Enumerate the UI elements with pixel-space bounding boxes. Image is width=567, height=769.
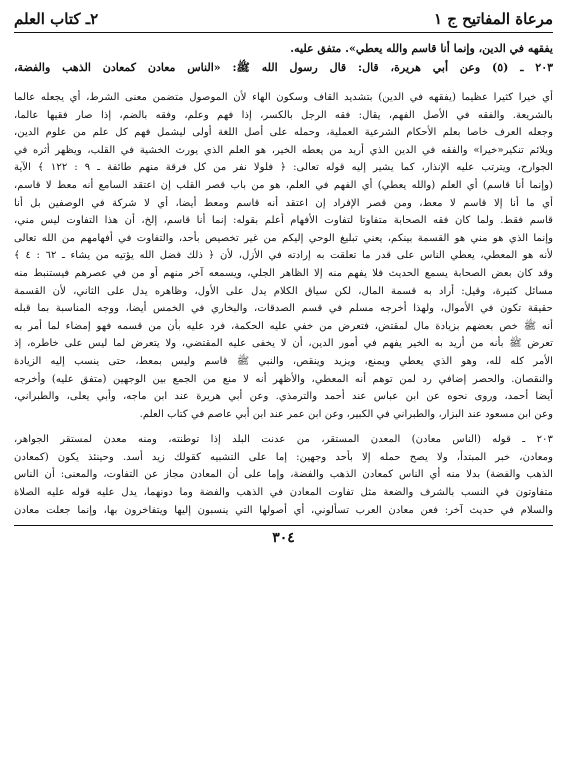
hadith-text: [14, 39, 553, 77]
spacer: [14, 423, 553, 431]
chapter-title: ٢ـ كتاب العلم: [14, 10, 99, 28]
commentary-line: أيضا أحمد، وروى نحوه عن ابن عباس عند أحمد والترمذي. وعن أبي هريرة عند ابن ماجه، وأبي يعلى، والطبراني،: [14, 391, 553, 403]
commentary-line: ٢٠٣ ـ قوله (الناس معادن) المعدن المستقر، من عدنت البلد إذا توطنته، ومنه معدن لمستقر الجواهر،: [14, 434, 553, 446]
commentary-line: والنقصان. والحصر إضافي رد لمن توهم أنه المعطي، والأظهر أنه لا منع من الجمع بين الوجهين (متفق عليه) وأخرجه: [14, 373, 553, 385]
spacer: [14, 77, 553, 89]
commentary-line: (وإنما أنا قاسم) أي العلم (والله يعطي) أي الفهم في العلم، هو من باب قصر القلب إن اعتقد السامع أنه معط لا قاسم،: [14, 179, 553, 191]
commentary-line: بالشريعة. والفقه في الأصل الفهم، يقال: فقه الرجل بالكسر، إذا فهم وعلم، وفقه بالضم، إذا صار فقيها عالما،: [14, 109, 553, 121]
commentary-block-1: [14, 89, 553, 423]
commentary-block-2: [14, 431, 553, 519]
commentary-line: ومعادن، خبر المبتدأ، ولا يصح حمله إلا بأحد وجهين: إما على التشبيه كقولك زيد أسد. وحينئذ يكون (كمعادن: [14, 451, 553, 463]
commentary-line: ويلائم تنكير«خيرا» والفقه في الدين الذي أريد من يعطه الخير، هو العلم الذي يورث الخشية في القلب، ويظهر أثره في: [14, 144, 553, 156]
commentary-line: مسائل كثيرة، وقيل: أراد به قسمة المال، لكن سياق الكلام يدل على الأول، وظاهره يدل على الثاني، لأن القسمة: [14, 285, 553, 297]
commentary-line: أنه ﷺ خص بعضهم بزيادة مال لمقتض، فتعرض من خفي عليه الحكمة، فرد عليه بأن من قسمه فهو إمضاء لما أمر به: [14, 320, 553, 332]
hadith-line: يفقهه في الدين، وإنما أنا قاسم والله يعطي». متفق عليه.: [290, 42, 553, 55]
commentary-line: الجوارح، ويترتب عليه الإنذار، كما يشير إليه قوله تعالى: ﴿ فلولا نفر من كل فرقة منهم طائفة ـ ٩ : ١٢٢ ﴾ الآية: [14, 162, 553, 174]
footer-rule: [14, 525, 553, 526]
commentary-line: قاسم فقط. ولما كان فقه الصحابة متفاوتا لتفاوت الأفهام أعلم بقوله: إنما أنا قاسم، إلخ، أن هذا التفاوت ليس مني،: [14, 215, 553, 227]
commentary-line: حقيقة تكون في الأموال، ولهذا أخرجه مسلم في قسم الصدقات، والبخاري في الخمس أيضا، ووجه المناسبة بما قبله: [14, 303, 553, 315]
book-title: مرعاة المفاتيح ج ١: [433, 10, 553, 28]
commentary-line: وقد كان بعض الصحابة يسمع الحديث فلا يفهم منه إلا الظاهر الجلي، ويسمعه آخر منهم أو من في عصرهم فيستنبط منه: [14, 267, 553, 279]
commentary-line: تعرض ﷺ بأنه من أريد به الخير يفهم في أمور الدين، أن لا يخفى عليه المقتضي، ولا يتعرض لما ليس على خاطره، إذ: [14, 338, 553, 350]
commentary-line: أي خيرا كثيرا عظيما (يفقهه في الدين) بتشديد القاف وسكون الهاء لأن الموصول متضمن معنى الشرط، أي يجعله عالما: [14, 92, 553, 103]
commentary-line: أي ما أنا إلا قاسم لا معط، ومن قصر الإفراد إن اعتقد أنه قاسم ومعط أيضا، أي لا شركة في الوصفين بل أنا: [14, 197, 553, 209]
page-header: [14, 6, 553, 28]
commentary-line: لأنه هو المعطي، يعطي الناس على قدر ما تعلقت به إرادته في الأزل، لأن ﴿ ذلك فضل الله يؤتيه من يشاء ـ ٦٢ : ٤ ﴾: [14, 250, 553, 262]
commentary-line: وجعله العرف خاصا بعلم الأحكام الشرعية العملية، وحمله على أصل اللغة أولى ليشمل فهم كل علم من علوم الدين،: [14, 127, 553, 139]
hadith-line: ٢٠٣ ـ (٥) وعن أبي هريرة، قال: قال رسول الله ﷺ: «الناس معادن كمعادن الذهب والفضة،: [14, 61, 553, 74]
commentary-line: الذهب والفضة) بدلا منه أي الناس كمعادن الذهب والفضة، وإما على أن المعادن مجاز عن التفاوت، والمعنى: أن الناس: [14, 469, 553, 481]
page-number: ٣٠٤: [272, 530, 295, 547]
commentary-line: والسلام في حديث آخر: فعن معادن العرب تسألوني، أي أصولها التي ينسبون إليها ويتفاخرون بها، وإنما جعلت معادن: [14, 504, 553, 516]
commentary-line: وعن ابن مسعود عند البزار، والطبراني في الكبير، وعن ابن عمر عند ابن أبي عاصم في كتاب العلم.: [139, 408, 553, 420]
header-rule: [14, 32, 553, 33]
commentary-line: متفاوتون في النسب بالشرف والضعة مثل تفاوت المعادن في الذهب والفضة وما دونهما، يدل عليه قوله عليه الصلاة: [14, 487, 553, 499]
commentary-line: وإنما الذي هو مني هو القسمة بينكم، يعني تبليغ الوحي إليكم من غير تخصيص بأحد، والتفاوت في أفهامهم من الله تعالى: [14, 232, 553, 244]
commentary-line: الأمر كله لله، وهو الذي يعطي ويمنع، ويزيد وينقص، والنبي ﷺ قاسم وليس بمعط، حتى ينسب إليه الزيادة: [14, 355, 553, 367]
